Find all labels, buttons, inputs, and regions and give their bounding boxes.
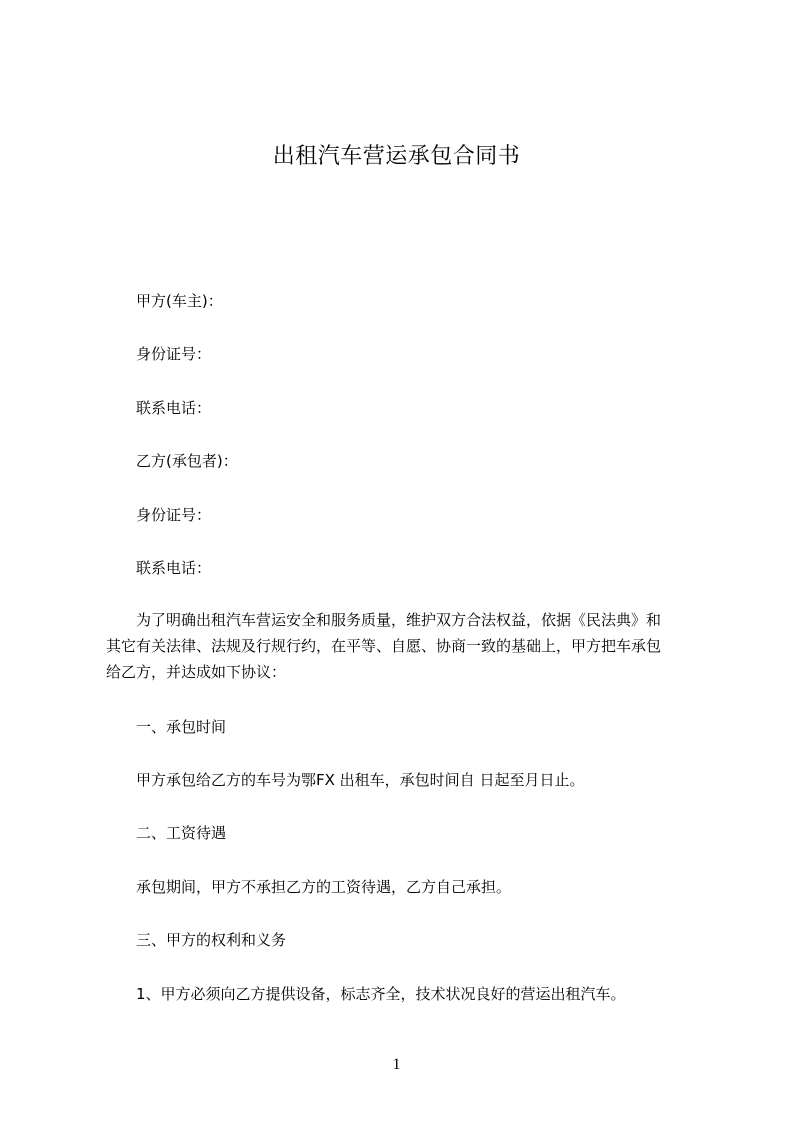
section-heading: 二、工资待遇 xyxy=(136,824,227,842)
party-a-id-label: 身份证号： xyxy=(136,345,212,363)
section-heading: 三、甲方的权利和义务 xyxy=(136,931,287,949)
section-heading: 一、承包时间 xyxy=(136,718,227,736)
preamble-line: 给乙方，并达成如下协议： xyxy=(106,663,287,681)
preamble-paragraph xyxy=(106,607,708,685)
party-b-id-label: 身份证号： xyxy=(136,506,212,524)
party-b-label: 乙方(承包者)： xyxy=(136,452,238,470)
page-number: 1 xyxy=(392,1056,401,1073)
document-title: 出租汽车营运承包合同书 xyxy=(272,144,521,169)
section-body: 甲方承包给乙方的车号为鄂FX 出租车，承包时间自 日起至月日止。 xyxy=(136,771,585,789)
party-a-label: 甲方(车主)： xyxy=(136,292,223,310)
party-a-phone-label: 联系电话： xyxy=(136,399,212,417)
section-body: 承包期间，甲方不承担乙方的工资待遇，乙方自己承担。 xyxy=(136,878,512,896)
section-body: 1、甲方必须向乙方提供设备，标志齐全，技术状况良好的营运出租汽车。 xyxy=(136,985,626,1003)
preamble-line: 其它有关法律、法规及行规行约，在平等、自愿、协商一致的基础上，甲方把车承包 xyxy=(106,637,662,655)
preamble-line: 为了明确出租汽车营运安全和服务质量，维护双方合法权益，依据《民法典》和 xyxy=(136,611,662,629)
party-b-phone-label: 联系电话： xyxy=(136,559,212,577)
